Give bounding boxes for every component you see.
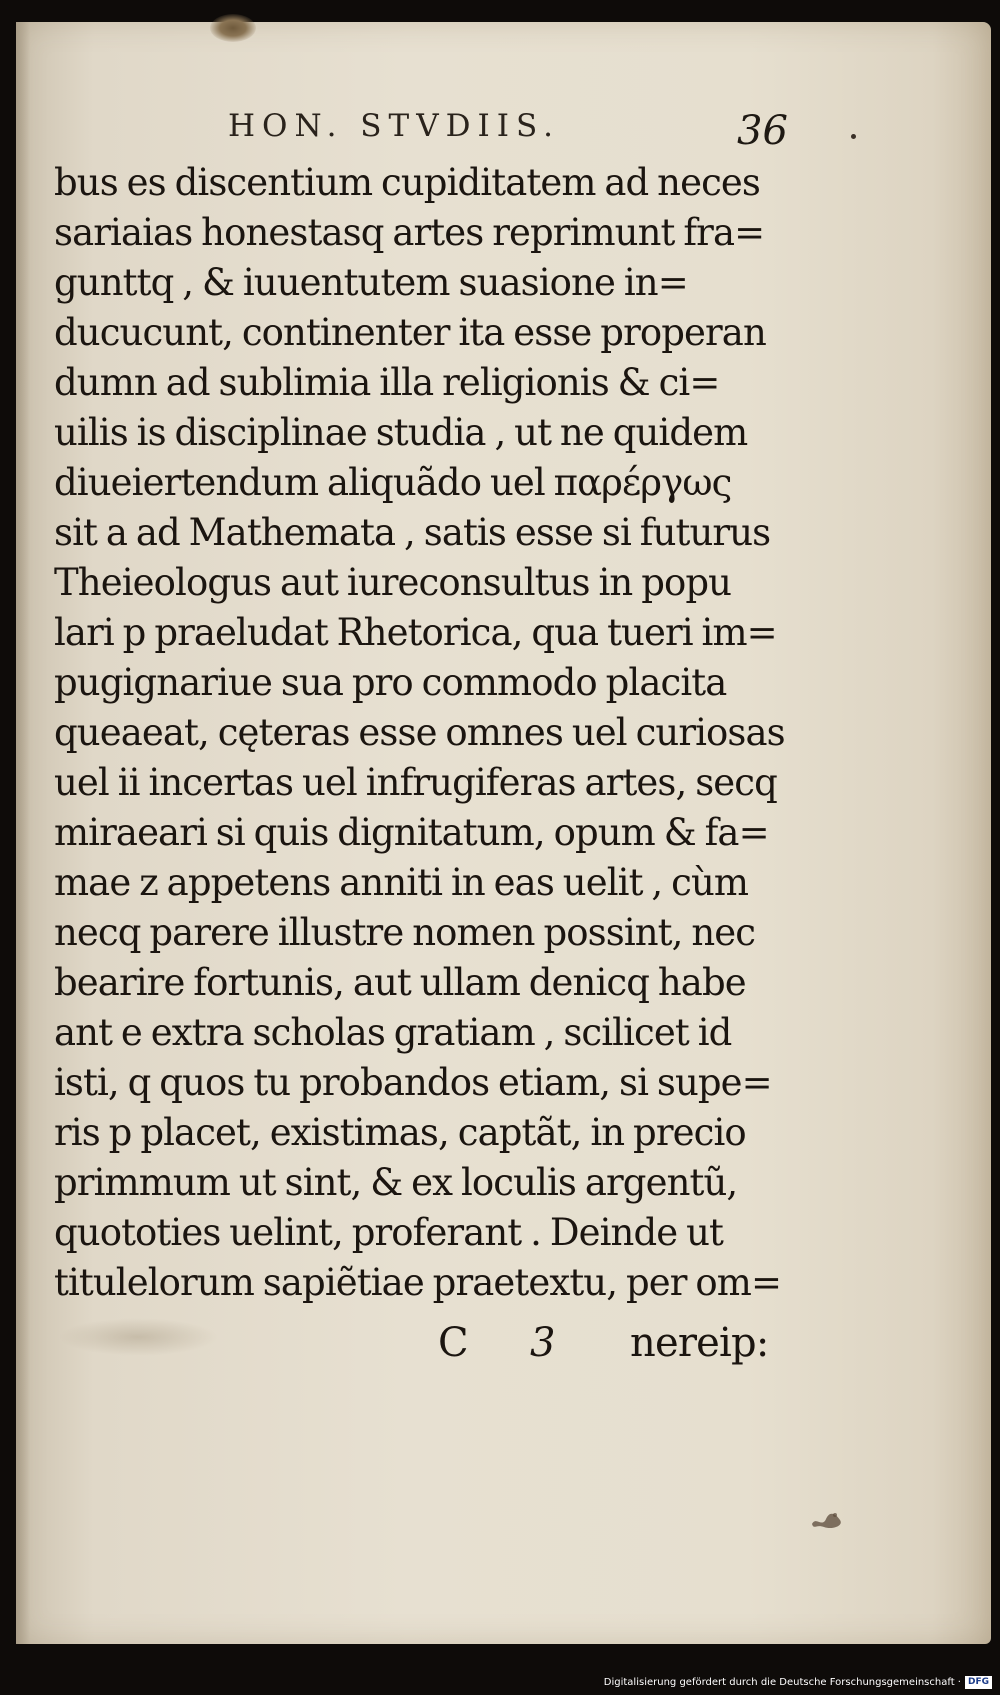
text-line: mae z appetens anniti in eas uelit , cùm: [54, 861, 749, 904]
text-line: pugignariue sua pro commodo placita: [54, 661, 727, 704]
text-line: miraeari si quis dignitatum, opum & fa=: [54, 811, 769, 854]
signature-letter: C: [438, 1320, 469, 1366]
text-line: uilis is disciplinae studia , ut ne quidem: [54, 411, 748, 454]
dfg-logo: DFG: [965, 1676, 992, 1689]
page-gutter-shadow: [16, 22, 30, 1644]
text-line: sariaias honestasq artes reprimunt fra=: [54, 211, 765, 254]
digitization-footer: [604, 1676, 992, 1689]
running-head: HON. STVDIIS.: [228, 108, 560, 144]
text-line: ris p placet, existimas, captãt, in precio: [54, 1111, 746, 1154]
text-line: primmum ut sint, & ex loculis argentũ,: [54, 1161, 738, 1204]
text-line: bus es discentium cupiditatem ad neces: [54, 161, 761, 204]
body-text: [54, 158, 814, 1308]
text-line: sit a ad Mathemata , satis esse si futurus: [54, 511, 771, 554]
text-line: lari p praeludat Rhetorica, qua tueri im=: [54, 611, 777, 654]
text-line: titulelorum sapiẽtiae praetextu, per om=: [54, 1261, 782, 1304]
page-stain: [210, 14, 256, 42]
text-line: gunttq , & iuuentutem suasione in=: [54, 261, 688, 304]
text-line: dumn ad sublimia illa religionis & ci=: [54, 361, 720, 404]
page-number: 36: [737, 108, 788, 154]
text-line: Theieologus aut iureconsultus in popu: [54, 561, 732, 604]
text-line: ducucunt, continenter ita esse properan: [54, 311, 766, 354]
text-line: ant e extra scholas gratiam , scilicet id: [54, 1011, 732, 1054]
funding-credit: Digitalisierung gefördert durch die Deutsche Forschungsgemeinschaft ·: [603, 1677, 961, 1688]
signature-number: 3: [530, 1320, 556, 1366]
margin-dot: [851, 134, 856, 139]
text-line: uel ii incertas uel infrugiferas artes, secq: [54, 761, 777, 804]
text-line: quototies uelint, proferant . Deinde ut: [54, 1211, 724, 1254]
catchword: nereip:: [630, 1320, 769, 1366]
text-line: isti, q quos tu probandos etiam, si supe=: [54, 1061, 772, 1104]
text-line: diueiertendum aliquãdo uel παρέργως: [54, 461, 732, 504]
show-through-blot: [58, 1318, 218, 1356]
text-line: bearire fortunis, aut ullam denicq habe: [54, 961, 746, 1004]
text-line: necq parere illustre nomen possint, nec: [54, 911, 756, 954]
ink-blot-icon: [808, 1510, 844, 1532]
text-line: queaeat, cęteras esse omnes uel curiosas: [54, 711, 785, 754]
